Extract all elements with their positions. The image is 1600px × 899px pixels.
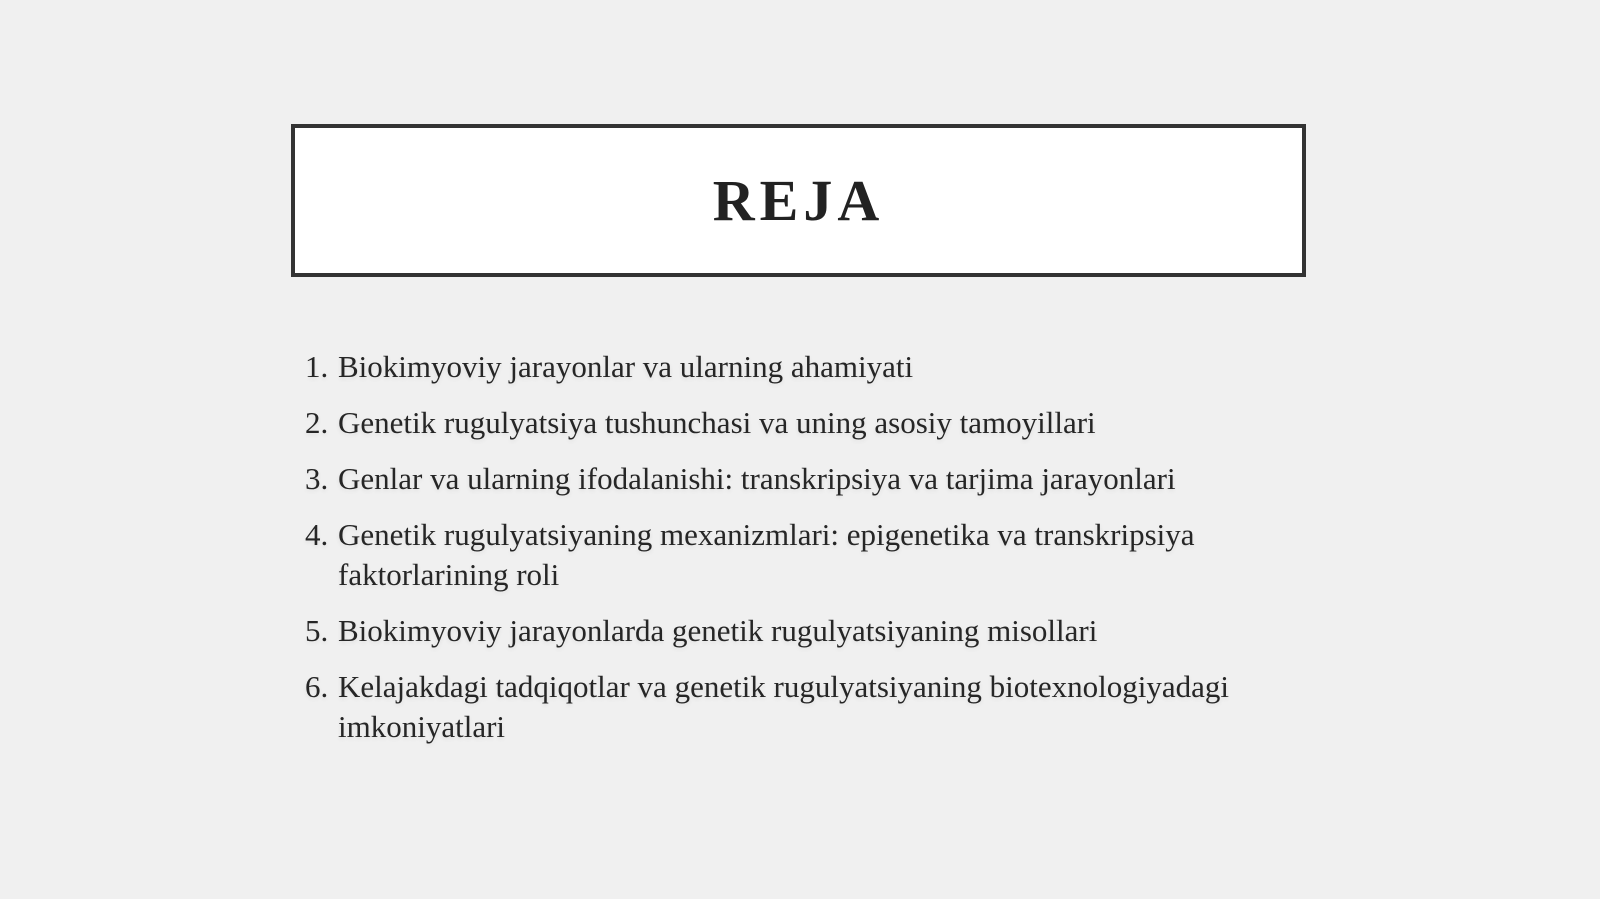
item-number: 4. bbox=[305, 517, 329, 552]
item-text: Genetik rugulyatsiyaning mexanizmlari: epigenetika va transkripsiya faktorlarining roli bbox=[338, 517, 1195, 592]
plan-list bbox=[305, 347, 1305, 763]
item-text: Genetik rugulyatsiya tushunchasi va uning asosiy tamoyillari bbox=[338, 405, 1096, 440]
item-text: Kelajakdagi tadqiqotlar va genetik rugulyatsiyaning biotexnologiyadagi imkoniyatlari bbox=[338, 669, 1230, 744]
title-box bbox=[291, 124, 1306, 277]
list-item bbox=[305, 347, 1305, 387]
list-item bbox=[305, 611, 1305, 651]
list-item bbox=[305, 459, 1305, 499]
item-number: 2. bbox=[305, 405, 329, 440]
slide-title: REJA bbox=[712, 168, 885, 233]
item-number: 3. bbox=[305, 461, 329, 496]
item-number: 1. bbox=[305, 349, 329, 384]
item-number: 6. bbox=[305, 669, 329, 704]
item-text: Biokimyoviy jarayonlar va ularning ahamiyati bbox=[338, 349, 914, 384]
list-item bbox=[305, 403, 1305, 443]
list-item bbox=[305, 515, 1305, 595]
item-text: Genlar va ularning ifodalanishi: transkripsiya va tarjima jarayonlari bbox=[338, 461, 1176, 496]
item-text: Biokimyoviy jarayonlarda genetik rugulyatsiyaning misollari bbox=[338, 613, 1098, 648]
item-number: 5. bbox=[305, 613, 329, 648]
list-item bbox=[305, 667, 1305, 747]
